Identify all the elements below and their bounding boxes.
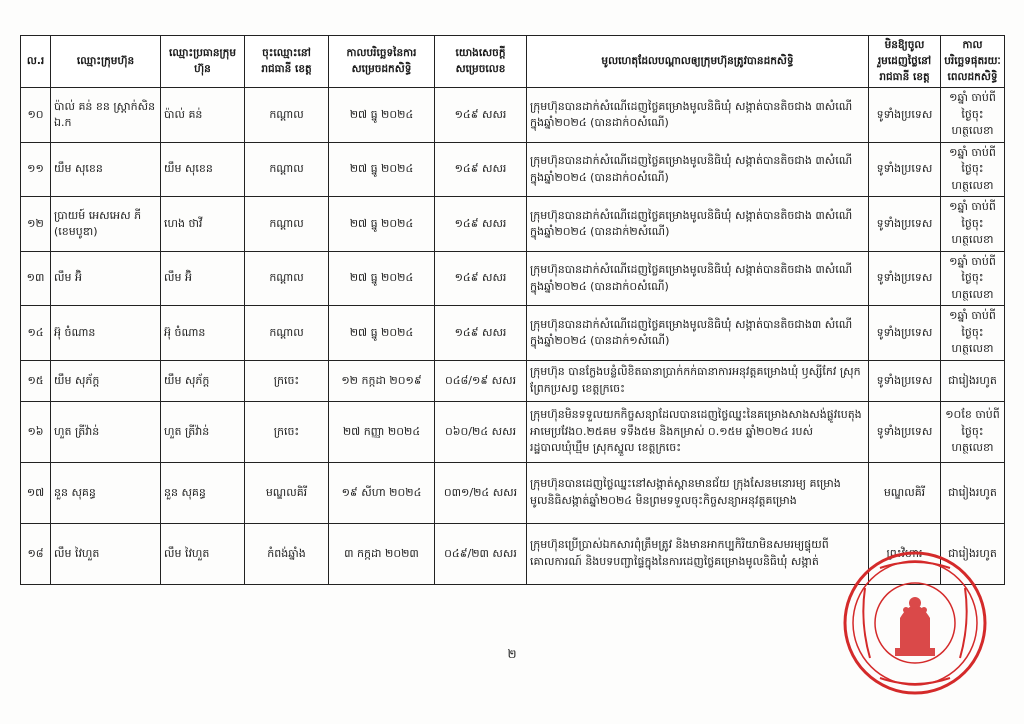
cell-decision: ១៤៩ សសរ <box>435 306 527 361</box>
cell-company: ប៉ាល់ គន់ ខន ស្ត្រាក់សិន ឯ.ក <box>51 88 161 143</box>
table-row <box>21 360 1005 401</box>
cell-area: ទូទាំងប្រទេស <box>869 360 941 401</box>
table-row <box>21 197 1005 252</box>
cell-registered: កំពង់ឆ្នាំង <box>245 523 329 584</box>
cell-company: ហួត ត្រីវ៉ាន់ <box>51 401 161 462</box>
cell-reason: ក្រុមហ៊ុនបានដាក់សំណើដេញថ្លៃគម្រោងមូលនិធិឃុំ សង្កាត់បានតិចជាង ៣សំណើក្នុងឆ្នាំ២០២៤ (បានដាក់០សំណើ) <box>527 88 869 143</box>
header-company: ឈ្មោះក្រុមហ៊ុន <box>51 36 161 88</box>
cell-reason: ក្រុមហ៊ុនបានដាក់សំណើដេញថ្លៃគម្រោងមូលនិធិឃុំ សង្កាត់បានតិចជាង ៣សំណើក្នុងឆ្នាំ២០២៤ (បានដាក់២សំណើ) <box>527 197 869 252</box>
cell-no: ១៣ <box>21 251 51 306</box>
header-decision-no: យោងសេចក្តីសម្រេចលេខ <box>435 36 527 88</box>
table-row <box>21 462 1005 523</box>
page-number: ២ <box>507 647 517 661</box>
header-decision-date: កាលបរិច្ឆេទនៃការសម្រេចដកសិទ្ធិ <box>329 36 435 88</box>
cell-registered: កណ្តាល <box>245 142 329 197</box>
cell-registered: កណ្តាល <box>245 306 329 361</box>
cell-reason: ក្រុមហ៊ុន បានក្លែងបន្លំលិខិតធានាប្រាក់កក់ធានាការអនុវត្តគម្រោងឃុំ ឫស្សីកែវ ស្រុកព្រែកប្រសព្វ ខេត្តក្រចេះ <box>527 360 869 401</box>
cell-date: ២៧ ធ្នូ ២០២៤ <box>329 142 435 197</box>
header-owner: ឈ្មោះប្រធានក្រុមហ៊ុន <box>161 36 245 88</box>
cell-owner: ប៉ាល់ គន់ <box>161 88 245 143</box>
header-no: ល.រ <box>21 36 51 88</box>
cell-registered: មណ្ឌលគិរី <box>245 462 329 523</box>
cell-area: ទូទាំងប្រទេស <box>869 142 941 197</box>
header-registered: ចុះឈ្មោះនៅរាជធានី ខេត្ត <box>245 36 329 88</box>
cell-area: មណ្ឌលគិរី <box>869 462 941 523</box>
cell-area: ទូទាំងប្រទេស <box>869 251 941 306</box>
cell-owner: លឹម អ៊ិ <box>161 251 245 306</box>
cell-owner: នួន សុគន្ធ <box>161 462 245 523</box>
cell-no: ១១ <box>21 142 51 197</box>
cell-reason: ក្រុមហ៊ុនបានដាក់សំណើដេញថ្លៃគម្រោងមូលនិធិឃុំ សង្កាត់បានតិចជាង៣ សំណើក្នុងឆ្នាំ២០២៤ (បានដាក់១សំណើ) <box>527 306 869 361</box>
cell-no: ១៤ <box>21 306 51 361</box>
cell-date: ២៧ កញ្ញា ២០២៤ <box>329 401 435 462</box>
cell-registered: កណ្តាល <box>245 88 329 143</box>
cell-company: លឹម អ៊ិ <box>51 251 161 306</box>
cell-registered: កណ្តាល <box>245 251 329 306</box>
cell-owner: យឹម សុខេន <box>161 142 245 197</box>
cell-no: ១០ <box>21 88 51 143</box>
cell-company: ប្រាយម៍ អេសអេស ភី (ខេមបូឌា) <box>51 197 161 252</box>
cell-decision: ០៣១/២៤ សសរ <box>435 462 527 523</box>
cell-owner: លឹម វៃហួត <box>161 523 245 584</box>
table-row <box>21 401 1005 462</box>
cell-reason: ក្រុមហ៊ុនបានដាក់សំណើដេញថ្លៃគម្រោងមូលនិធិឃុំ សង្កាត់បានតិចជាង ៣សំណើក្នុងឆ្នាំ២០២៤ (បានដាក់០សំណើ) <box>527 142 869 197</box>
cell-duration: ជារៀងរហូត <box>941 462 1005 523</box>
cell-decision: ០៦០/២៤ សសរ <box>435 401 527 462</box>
cell-registered: ក្រចេះ <box>245 401 329 462</box>
cell-area: ទូទាំងប្រទេស <box>869 197 941 252</box>
table-row <box>21 306 1005 361</box>
cell-decision: ១៤៩ សសរ <box>435 251 527 306</box>
cell-company: យឹម សុភ័ក្ត <box>51 360 161 401</box>
cell-company: អ៊ុ ចំណាន <box>51 306 161 361</box>
cell-reason: ក្រុមហ៊ុនបានដាក់សំណើដេញថ្លៃគម្រោងមូលនិធិឃុំ សង្កាត់បានតិចជាង ៣សំណើក្នុងឆ្នាំ២០២៤ (បានដាក់០សំណើ) <box>527 251 869 306</box>
header-duration: កាលបរិច្ឆេទផុតរយៈពេលដកសិទ្ធិ <box>941 36 1005 88</box>
cell-duration: ១ឆ្នាំ ចាប់ពីថ្ងៃចុះហត្ថលេខា <box>941 197 1005 252</box>
cell-date: ២៧ ធ្នូ ២០២៤ <box>329 88 435 143</box>
cell-no: ១៥ <box>21 360 51 401</box>
table-row <box>21 142 1005 197</box>
cell-duration: ១ឆ្នាំ ចាប់ពីថ្ងៃចុះហត្ថលេខា <box>941 306 1005 361</box>
cell-decision: ១៤៩ សសរ <box>435 197 527 252</box>
cell-registered: កណ្តាល <box>245 197 329 252</box>
header-prohibited-area: មិនឱ្យចូលរួមដេញថ្លៃនៅរាជធានី ខេត្ត <box>869 36 941 88</box>
sanctions-table <box>20 35 1005 585</box>
cell-owner: យឹម សុភ័ក្ត <box>161 360 245 401</box>
cell-date: ១២ កក្កដា ២០១៩ <box>329 360 435 401</box>
cell-no: ១២ <box>21 197 51 252</box>
cell-duration: ១០ខែ ចាប់ពីថ្ងៃចុះហត្ថលេខា <box>941 401 1005 462</box>
cell-decision: ០៤៩/២៣ សសរ <box>435 523 527 584</box>
cell-no: ១៦ <box>21 401 51 462</box>
cell-reason: ក្រុមហ៊ុនប្រើប្រាស់ឯកសារពុំត្រឹមត្រូវ និងមានអាកប្បកិរិយាមិនសមរម្យផ្ទុយពីគោលការណ៍ និងបទបញ្ជាផ្ទៃក្នុងនៃការដេញថ្លៃគម្រោងមូលនិធិឃុំ សង្កាត់ <box>527 523 869 584</box>
cell-area: ទូទាំងប្រទេស <box>869 88 941 143</box>
official-seal-stamp <box>840 548 990 698</box>
cell-duration: ១ឆ្នាំ ចាប់ពីថ្ងៃចុះហត្ថលេខា <box>941 88 1005 143</box>
cell-date: ៣ កក្កដា ២០២៣ <box>329 523 435 584</box>
header-reason: មូលហេតុដែលបណ្តាលឲ្យក្រុមហ៊ុនត្រូវបានដកសិទ្ធិ <box>527 36 869 88</box>
cell-no: ១៧ <box>21 462 51 523</box>
cell-registered: ក្រចេះ <box>245 360 329 401</box>
cell-owner: ហួត ត្រីវ៉ាន់ <box>161 401 245 462</box>
cell-company: យឹម សុខេន <box>51 142 161 197</box>
table-row <box>21 88 1005 143</box>
cell-date: ២៧ ធ្នូ ២០២៤ <box>329 251 435 306</box>
table-header-row <box>21 36 1005 88</box>
cell-date: ២៧ ធ្នូ ២០២៤ <box>329 306 435 361</box>
table-row <box>21 251 1005 306</box>
cell-date: ១៩ សីហា ២០២៤ <box>329 462 435 523</box>
cell-area: ទូទាំងប្រទេស <box>869 401 941 462</box>
cell-decision: ១៤៩ សសរ <box>435 88 527 143</box>
cell-no: ១៨ <box>21 523 51 584</box>
cell-company: នួន សុគន្ធ <box>51 462 161 523</box>
cell-duration: ១ឆ្នាំ ចាប់ពីថ្ងៃចុះហត្ថលេខា <box>941 142 1005 197</box>
cell-date: ២៧ ធ្នូ ២០២៤ <box>329 197 435 252</box>
cell-company: លឹម វៃហួត <box>51 523 161 584</box>
cell-duration: ជារៀងរហូត <box>941 523 1005 584</box>
cell-area: ព្រះវិហារ <box>869 523 941 584</box>
cell-reason: ក្រុមហ៊ុនបានដេញថ្លៃឈ្នះនៅសង្កាត់ស្ពានមានជ័យ ក្រុងសែនមនោរម្យ គម្រោងមូលនិធិសង្កាត់ឆ្នាំ២០២៤ មិនព្រមទទួលចុះកិច្ចសន្យាអនុវត្តគម្រោង <box>527 462 869 523</box>
cell-owner: ហេង ថាវី <box>161 197 245 252</box>
cell-decision: ១៤៩ សសរ <box>435 142 527 197</box>
cell-area: ទូទាំងប្រទេស <box>869 306 941 361</box>
cell-owner: អ៊ុ ចំណាន <box>161 306 245 361</box>
cell-duration: ១ឆ្នាំ ចាប់ពីថ្ងៃចុះហត្ថលេខា <box>941 251 1005 306</box>
cell-duration: ជារៀងរហូត <box>941 360 1005 401</box>
cell-reason: ក្រុមហ៊ុនមិនទទួលយកកិច្ចសន្យាដែលបានដេញថ្លៃឈ្នះនៃគម្រោងសាងសង់ផ្លូវបេតុងអាមេប្រវែង០.២៥គម ទទឹង៥ម និងកម្រាស់ ០.១៥ម ឆ្នាំ២០២៤ របស់រដ្ឋបាលឃុំឃ្មឹម ស្រុកស្នួល ខេត្តក្រចេះ <box>527 401 869 462</box>
cell-decision: ០៤៨/១៩ សសរ <box>435 360 527 401</box>
